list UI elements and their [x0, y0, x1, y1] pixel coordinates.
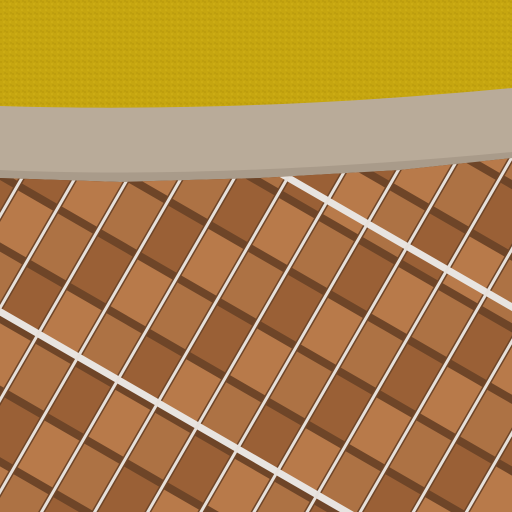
turf-edge: [0, 0, 512, 108]
